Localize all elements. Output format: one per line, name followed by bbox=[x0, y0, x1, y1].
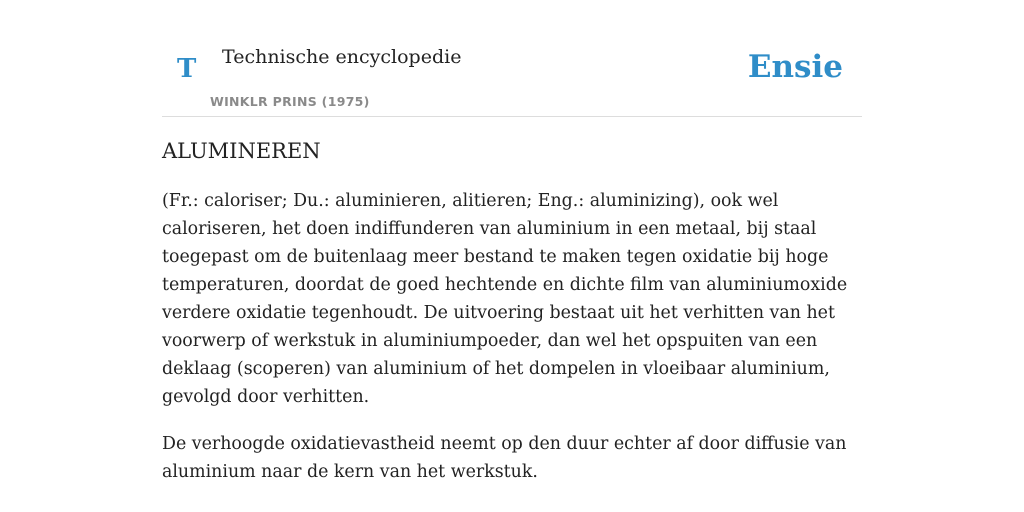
entry-paragraph-1: (Fr.: caloriser; Du.: aluminieren, alitieren; Eng.: aluminizing), ook wel caloriseren, het doen indiffunderen van aluminium in een metaal, bij staal toegepast om de buitenlaag meer bestand te maken tegen oxidatie bij hoge temperaturen, doordat de goed hechtende en dichte film van aluminiumoxide verdere oxidatie tegenhoudt. De uitvoering bestaat uit het verhitten van het voorwerp of werkstuk in aluminiumpoeder, dan wel het opspuiten van een deklaag (scoperen) van aluminium of het dompelen in vloeibaar aluminium, gevolgd door verhitten. bbox=[162, 191, 848, 408]
book-logo[interactable]: T bbox=[177, 54, 197, 84]
ensie-logo[interactable]: Ensie bbox=[747, 49, 843, 85]
book-header bbox=[162, 36, 862, 117]
book-title[interactable]: Technische encyclopedie bbox=[222, 46, 462, 68]
entry-paragraph-2: De verhoogde oxidatievastheid neemt op den duur echter af door diffusie van aluminium naar de kern van het werkstuk. bbox=[162, 434, 847, 483]
entry-title: ALUMINEREN bbox=[162, 139, 321, 163]
book-subtitle: WINKLR PRINS (1975) bbox=[210, 94, 370, 109]
entry-content bbox=[162, 138, 867, 505]
